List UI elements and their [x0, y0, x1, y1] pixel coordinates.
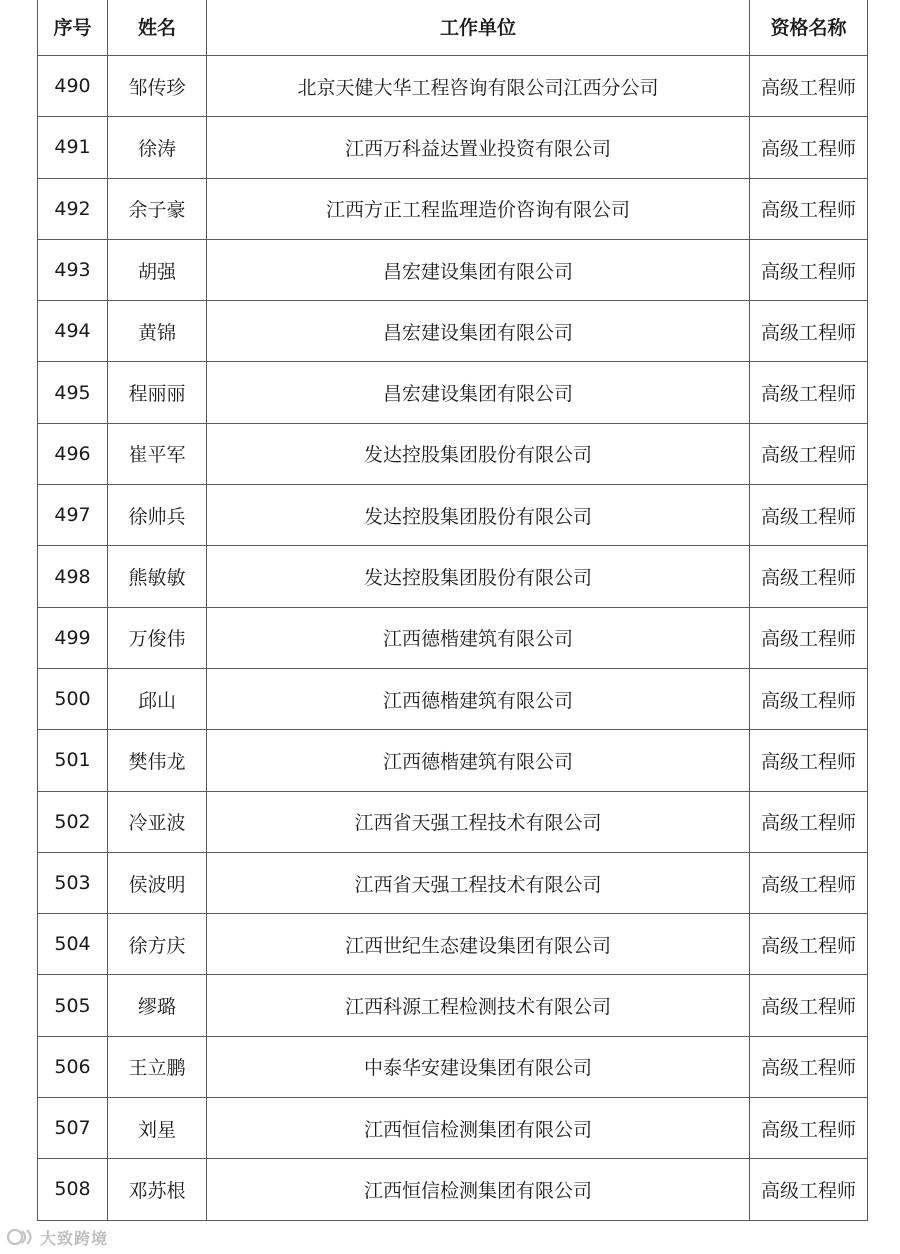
cell-work-unit: 江西省天强工程技术有限公司 [207, 791, 750, 852]
table-row [38, 178, 868, 239]
cell-work-unit: 昌宏建设集团有限公司 [207, 239, 750, 300]
cell-work-unit: 江西德楷建筑有限公司 [207, 607, 750, 668]
cell-serial-number: 500 [38, 668, 108, 729]
table-row [38, 607, 868, 668]
cell-name: 胡强 [108, 239, 207, 300]
cell-serial-number: 491 [38, 117, 108, 178]
cell-serial-number: 502 [38, 791, 108, 852]
cell-serial-number: 505 [38, 975, 108, 1036]
cell-work-unit: 发达控股集团股份有限公司 [207, 423, 750, 484]
cell-work-unit: 昌宏建设集团有限公司 [207, 301, 750, 362]
cell-work-unit: 北京天健大华工程咨询有限公司江西分公司 [207, 56, 750, 117]
cell-name: 崔平军 [108, 423, 207, 484]
cell-serial-number: 493 [38, 239, 108, 300]
cell-work-unit: 发达控股集团股份有限公司 [207, 546, 750, 607]
table-row [38, 914, 868, 975]
cell-work-unit: 发达控股集团股份有限公司 [207, 485, 750, 546]
cell-work-unit: 江西科源工程检测技术有限公司 [207, 975, 750, 1036]
table-row [38, 1159, 868, 1220]
table-row [38, 56, 868, 117]
cell-serial-number: 496 [38, 423, 108, 484]
header-row [38, 0, 868, 56]
table-body [38, 56, 868, 1221]
cell-serial-number: 494 [38, 301, 108, 362]
cell-qualification: 高级工程师 [750, 730, 868, 791]
cell-name: 余子豪 [108, 178, 207, 239]
cell-work-unit: 江西世纪生态建设集团有限公司 [207, 914, 750, 975]
cell-name: 邓苏根 [108, 1159, 207, 1220]
cell-serial-number: 504 [38, 914, 108, 975]
cell-qualification: 高级工程师 [750, 546, 868, 607]
table-row [38, 423, 868, 484]
cell-name: 熊敏敏 [108, 546, 207, 607]
cell-serial-number: 508 [38, 1159, 108, 1220]
cell-name: 徐帅兵 [108, 485, 207, 546]
cell-serial-number: 492 [38, 178, 108, 239]
cell-qualification: 高级工程师 [750, 607, 868, 668]
cell-serial-number: 507 [38, 1098, 108, 1159]
cell-name: 缪璐 [108, 975, 207, 1036]
cell-qualification: 高级工程师 [750, 668, 868, 729]
table-row [38, 852, 868, 913]
cell-work-unit: 江西德楷建筑有限公司 [207, 730, 750, 791]
cell-work-unit: 江西方正工程监理造价咨询有限公司 [207, 178, 750, 239]
cell-work-unit: 江西省天强工程技术有限公司 [207, 852, 750, 913]
cell-work-unit: 江西恒信检测集团有限公司 [207, 1098, 750, 1159]
cell-name: 程丽丽 [108, 362, 207, 423]
cell-qualification: 高级工程师 [750, 1159, 868, 1220]
table-row [38, 362, 868, 423]
table-row [38, 239, 868, 300]
cell-qualification: 高级工程师 [750, 1098, 868, 1159]
cell-qualification: 高级工程师 [750, 362, 868, 423]
cell-name: 刘星 [108, 1098, 207, 1159]
table-row [38, 117, 868, 178]
cell-name: 王立鹏 [108, 1036, 207, 1097]
brand-logo-icon [6, 1226, 36, 1248]
cell-serial-number: 495 [38, 362, 108, 423]
cell-qualification: 高级工程师 [750, 239, 868, 300]
cell-serial-number: 506 [38, 1036, 108, 1097]
table-row [38, 546, 868, 607]
cell-name: 邱山 [108, 668, 207, 729]
cell-name: 徐涛 [108, 117, 207, 178]
table-header [38, 0, 868, 56]
cell-serial-number: 498 [38, 546, 108, 607]
table-row [38, 1036, 868, 1097]
cell-work-unit: 江西万科益达置业投资有限公司 [207, 117, 750, 178]
cell-work-unit: 江西德楷建筑有限公司 [207, 668, 750, 729]
cell-name: 邹传珍 [108, 56, 207, 117]
cell-work-unit: 昌宏建设集团有限公司 [207, 362, 750, 423]
watermark-text: 大致跨境 [40, 1228, 109, 1248]
cell-name: 徐方庆 [108, 914, 207, 975]
roster-table [37, 0, 868, 1221]
cell-name: 樊伟龙 [108, 730, 207, 791]
cell-qualification: 高级工程师 [750, 56, 868, 117]
cell-serial-number: 499 [38, 607, 108, 668]
cell-serial-number: 503 [38, 852, 108, 913]
cell-serial-number: 501 [38, 730, 108, 791]
cell-qualification: 高级工程师 [750, 301, 868, 362]
table-row [38, 730, 868, 791]
cell-qualification: 高级工程师 [750, 914, 868, 975]
cell-serial-number: 497 [38, 485, 108, 546]
table-row [38, 668, 868, 729]
cell-qualification: 高级工程师 [750, 852, 868, 913]
header-qualification: 资格名称 [750, 0, 868, 56]
table-row [38, 485, 868, 546]
table-row [38, 301, 868, 362]
cell-qualification: 高级工程师 [750, 1036, 868, 1097]
cell-qualification: 高级工程师 [750, 117, 868, 178]
cell-work-unit: 江西恒信检测集团有限公司 [207, 1159, 750, 1220]
header-serial-number: 序号 [38, 0, 108, 56]
cell-qualification: 高级工程师 [750, 485, 868, 546]
cell-qualification: 高级工程师 [750, 791, 868, 852]
table-row [38, 975, 868, 1036]
cell-qualification: 高级工程师 [750, 423, 868, 484]
cell-serial-number: 490 [38, 56, 108, 117]
watermark [6, 1224, 108, 1250]
table-row [38, 791, 868, 852]
table-row [38, 1098, 868, 1159]
cell-work-unit: 中泰华安建设集团有限公司 [207, 1036, 750, 1097]
cell-name: 侯波明 [108, 852, 207, 913]
cell-qualification: 高级工程师 [750, 178, 868, 239]
cell-name: 冷亚波 [108, 791, 207, 852]
header-work-unit: 工作单位 [207, 0, 750, 56]
cell-qualification: 高级工程师 [750, 975, 868, 1036]
cell-name: 黄锦 [108, 301, 207, 362]
cell-name: 万俊伟 [108, 607, 207, 668]
header-name: 姓名 [108, 0, 207, 56]
